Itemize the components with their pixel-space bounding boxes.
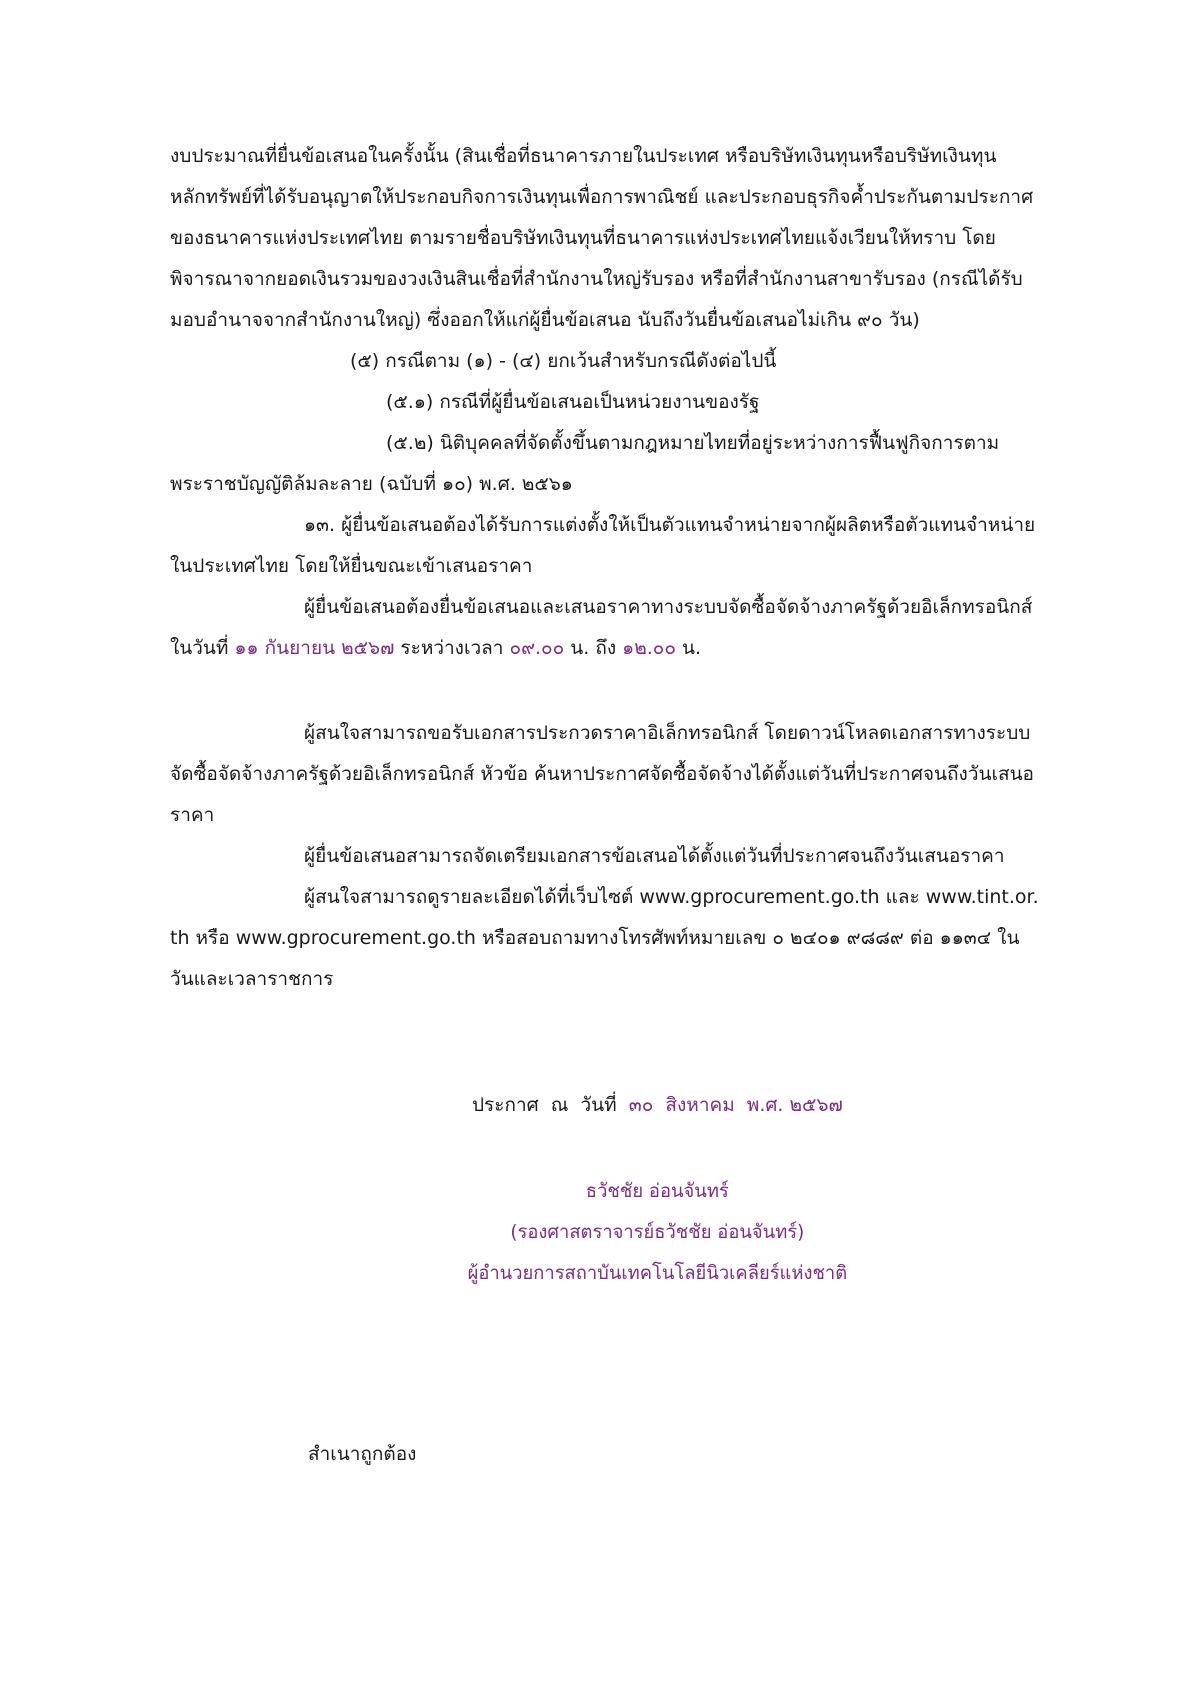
clause-13: ๑๓. ผู้ยื่นข้อเสนอต้องได้รับการแต่งตั้งให้เป็นตัวแทนจำหน่ายจากผู้ผลิตหรือตัวแทนจำหน่าย bbox=[304, 514, 1036, 536]
text-segment: ในวันที่ bbox=[170, 637, 235, 659]
clause-13-continued: ในประเทศไทย โดยให้ยื่นขณะเข้าเสนอราคา bbox=[170, 555, 533, 577]
submission-date: ๑๑ กันยายน ๒๕๖๗ bbox=[234, 637, 395, 659]
paragraph-line: มอบอำนาจจากสำนักงานใหญ่) ซึ่งออกให้แก่ผู้ยื่นข้อเสนอ นับถึงวันยื่นข้อเสนอไม่เกิน ๙๐ วัน) bbox=[170, 309, 920, 331]
paragraph-line: งบประมาณที่ยื่นข้อเสนอในครั้งนั้น (สินเชื่อที่ธนาคารภายในประเทศ หรือบริษัทเงินทุนหรือบริษัทเงินทุน bbox=[170, 145, 997, 167]
clause-5: (๕) กรณีตาม (๑) - (๔) ยกเว้นสำหรับกรณีดังต่อไปนี้ bbox=[350, 350, 777, 372]
submission-time-end: ๑๒.๐๐ bbox=[622, 637, 676, 659]
submission-paragraph: ผู้ยื่นข้อเสนอต้องยื่นข้อเสนอและเสนอราคาทางระบบจัดซื้อจัดจ้างภาครัฐด้วยอิเล็กทรอนิกส์ bbox=[304, 596, 1033, 618]
text-segment: น. bbox=[676, 637, 702, 659]
contact-paragraph-line: th หรือ www.gprocurement.go.th หรือสอบถามทางโทรศัพท์หมายเลข ๐ ๒๔๐๑ ๙๘๘๙ ต่อ ๑๑๓๔ ใน bbox=[170, 927, 1020, 949]
text-segment: ระหว่างเวลา bbox=[394, 637, 510, 659]
submission-datetime-line bbox=[170, 634, 701, 662]
clause-5-1: (๕.๑) กรณีที่ผู้ยื่นข้อเสนอเป็นหน่วยงานของรัฐ bbox=[386, 391, 760, 413]
paragraph-line: พิจารณาจากยอดเงินรวมของวงเงินสินเชื่อที่สำนักงานใหญ่รับรอง หรือที่สำนักงานสาขารับรอง (กรณีได้รับ bbox=[170, 268, 1023, 290]
download-paragraph-line: ราคา bbox=[170, 804, 215, 826]
clause-5-2: (๕.๒) นิติบุคคลที่จัดตั้งขึ้นตามกฎหมายไทยที่อยู่ระหว่างการฟื้นฟูกิจการตาม bbox=[386, 432, 1000, 454]
contact-paragraph-line: วันและเวลาราชการ bbox=[170, 968, 334, 990]
download-paragraph: ผู้สนใจสามารถขอรับเอกสารประกวดราคาอิเล็กทรอนิกส์ โดยดาวน์โหลดเอกสารทางระบบ bbox=[304, 722, 1031, 744]
paragraph-line: ของธนาคารแห่งประเทศไทย ตามรายชื่อบริษัทเงินทุนที่ธนาคารแห่งประเทศไทยแจ้งเวียนให้ทราบ โดย bbox=[170, 227, 996, 249]
signature-full-name: (รองศาสตราจารย์ธวัชชัย อ่อนจันทร์) bbox=[510, 1221, 805, 1243]
clause-5-2-continued: พระราชบัญญัติล้มละลาย (ฉบับที่ ๑๐) พ.ศ. ๒๕๖๑ bbox=[170, 473, 573, 495]
announcement-prefix: ประกาศ ณ วันที่ bbox=[472, 1094, 629, 1116]
paragraph-line: หลักทรัพย์ที่ได้รับอนุญาตให้ประกอบกิจการเงินทุนเพื่อการพาณิชย์ และประกอบธุรกิจค้ำประกันตามประกาศ bbox=[170, 186, 1034, 208]
signature-name: ธวัชชัย อ่อนจันทร์ bbox=[585, 1180, 729, 1202]
announcement-date-line bbox=[472, 1091, 843, 1119]
signature-position: ผู้อำนวยการสถาบันเทคโนโลยีนิวเคลียร์แห่งชาติ bbox=[467, 1262, 848, 1284]
contact-paragraph: ผู้สนใจสามารถดูรายละเอียดได้ที่เว็บไซต์ www.gprocurement.go.th และ www.tint.or. bbox=[304, 886, 1039, 908]
text-segment: น. ถึง bbox=[564, 637, 623, 659]
announcement-date: ๓๐ สิงหาคม พ.ศ. ๒๕๖๗ bbox=[628, 1094, 843, 1116]
download-paragraph-line: จัดซื้อจัดจ้างภาครัฐด้วยอิเล็กทรอนิกส์ หัวข้อ ค้นหาประกาศจัดซื้อจัดจ้างได้ตั้งแต่วันที่ประกาศจนถึงวันเสนอ bbox=[170, 763, 1034, 785]
prepare-paragraph: ผู้ยื่นข้อเสนอสามารถจัดเตรียมเอกสารข้อเสนอได้ตั้งแต่วันที่ประกาศจนถึงวันเสนอราคา bbox=[304, 845, 1005, 867]
submission-time-start: ๐๙.๐๐ bbox=[509, 637, 565, 659]
certified-copy-note: สำเนาถูกต้อง bbox=[308, 1443, 417, 1465]
